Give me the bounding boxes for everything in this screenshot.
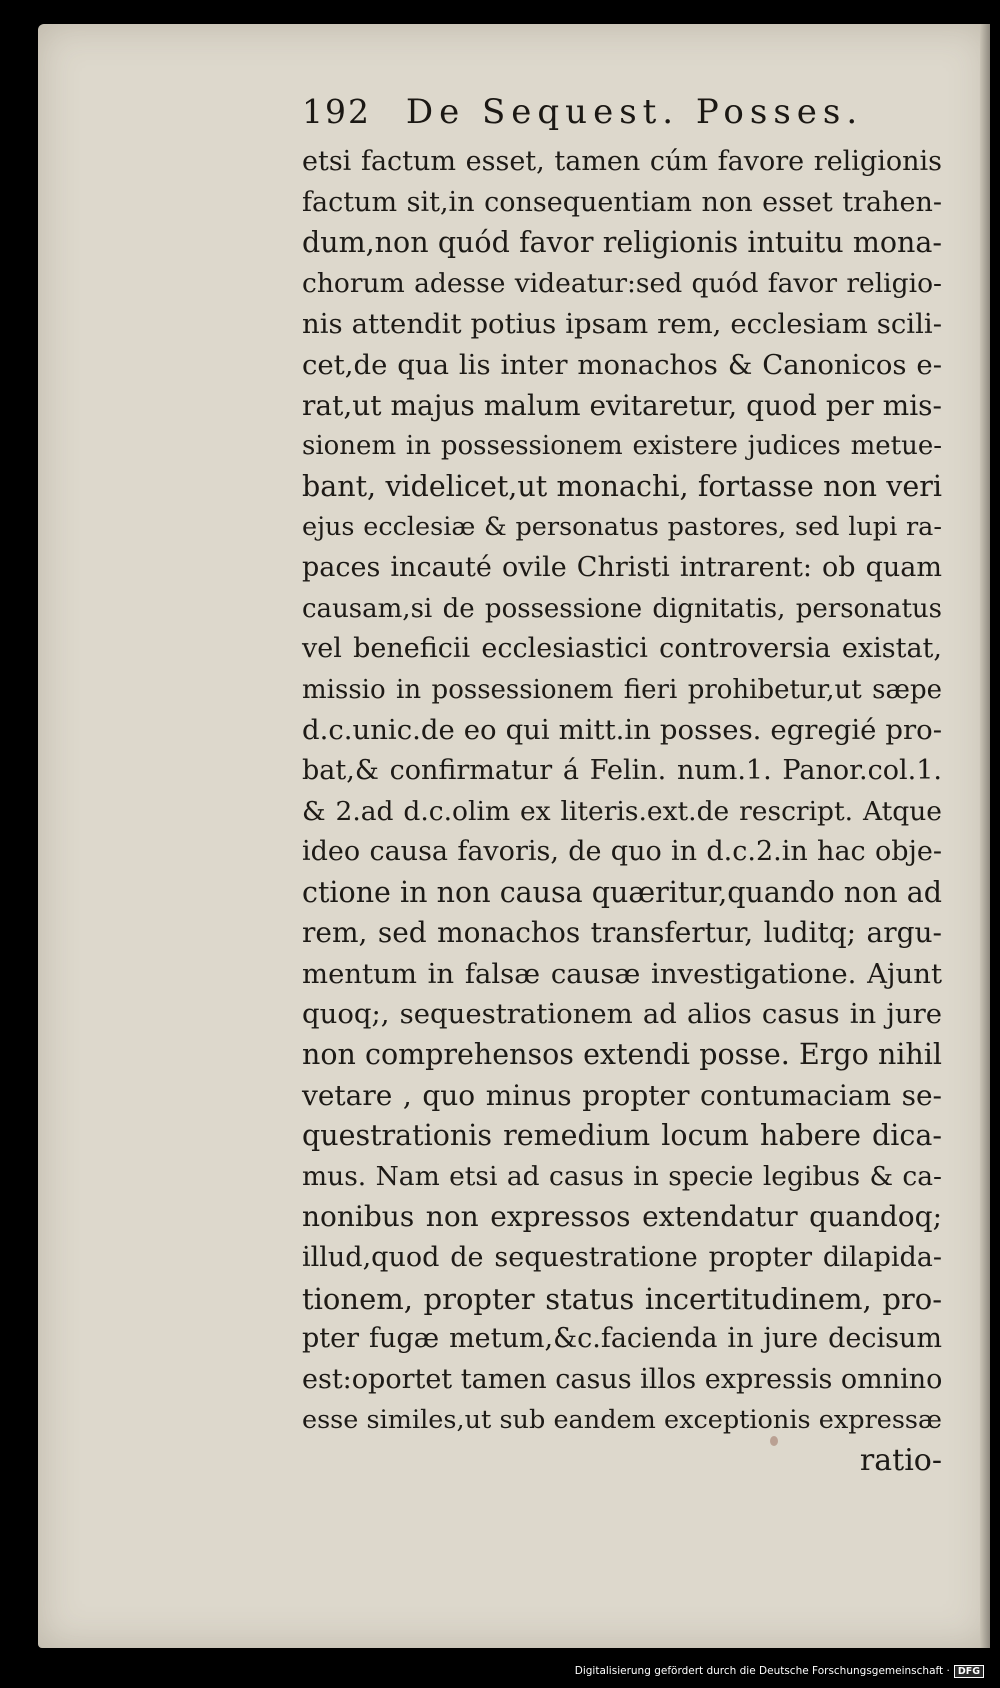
text-line: bat,& confirmatur á Felin. num.1. Panor.col.1. [302, 754, 942, 786]
text-line: vetare , quo minus propter contumaciam se- [302, 1078, 942, 1112]
text-line: esse similes,ut sub eandem exceptionis expressæ [302, 1405, 942, 1436]
ink-stain [770, 1436, 778, 1446]
text-line: d.c.unic.de eo qui mitt.in posses. egregié pro- [302, 714, 942, 747]
text-line: quoq;, sequestrationem ad alios casus in jure [302, 998, 942, 1031]
text-line: dum,non quód favor religionis intuitu mona- [302, 226, 942, 260]
text-line: vel beneficii ecclesiastici controversia existat, [302, 633, 942, 665]
text-line: ideo causa favoris, de quo in d.c.2.in hac obje- [302, 836, 942, 868]
text-line: nis attendit potius ipsam rem, ecclesiam scili- [302, 308, 942, 341]
text-line: paces incauté ovile Christi intrarent: ob quam [302, 551, 942, 583]
text-line: questrationis remedium locum habere dica- [302, 1119, 942, 1153]
text-line: causam,si de possessione dignitatis, personatus [302, 593, 942, 624]
footer-credit [575, 1658, 984, 1684]
text-line: chorum adesse videatur:sed quód favor religio- [302, 267, 942, 299]
text-line: pter fugæ metum,&c.facienda in jure decisum [302, 1323, 942, 1355]
text-line: mentum in falsæ causæ investigatione. Ajunt [302, 957, 942, 990]
page-number: 192 [302, 92, 371, 131]
catchword: ratio- [859, 1443, 942, 1478]
text-line: rem, sed monachos transfertur, luditq; argu- [302, 916, 942, 950]
text-line: rat,ut majus malum evitaretur, quod per mis- [302, 388, 942, 422]
text-line: & 2.ad d.c.olim ex literis.ext.de rescript. Atque [302, 795, 942, 827]
text-line: factum sit,in consequentiam non esset trahen- [302, 186, 942, 218]
text-line: est:oportet tamen casus illos expressis omnino [302, 1363, 943, 1395]
dfg-logo: DFG [954, 1665, 984, 1678]
text-line: nonibus non expressos extendatur quandoq; [302, 1200, 942, 1234]
credit-text: Digitalisierung gefördert durch die Deutsche Forschungsgemeinschaft · [574, 1665, 950, 1677]
text-line: non comprehensos extendi posse. Ergo nihil [302, 1038, 942, 1072]
text-line: bant, videlicet,ut monachi, fortasse non veri [302, 469, 942, 503]
text-line: etsi factum esset, tamen cúm favore religionis [302, 146, 942, 177]
text-line: cet,de qua lis inter monachos & Canonicos e- [302, 348, 942, 381]
text-line: ctione in non causa quæritur,quando non ad [302, 875, 942, 909]
text-line: missio in possessionem fieri prohibetur,ut sæpe [302, 674, 942, 705]
text-line: mus. Nam etsi ad casus in specie legibus & ca- [302, 1160, 942, 1192]
page-header [302, 92, 942, 138]
text-line: tionem, propter status incertitudinem, pro- [302, 1281, 942, 1316]
running-head: De Sequest. Posses. [405, 92, 864, 132]
body-text [302, 142, 990, 1482]
text-line: sionem in possessionem existere judices metue- [302, 431, 942, 462]
text-line: illud,quod de sequestratione propter dilapida- [302, 1242, 942, 1274]
text-line: ejus ecclesiæ & personatus pastores, sed lupi ra- [302, 512, 942, 543]
